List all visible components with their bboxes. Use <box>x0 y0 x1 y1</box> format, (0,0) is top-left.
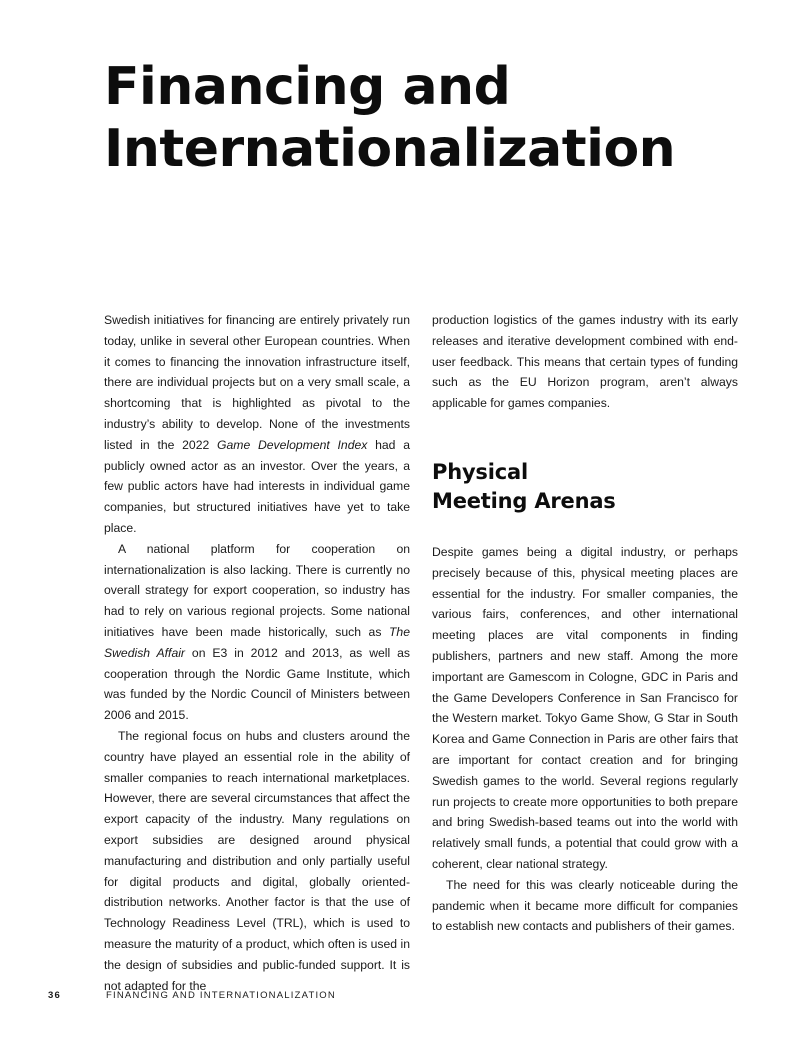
page-title <box>104 56 744 180</box>
paragraph-meeting-arenas: Despite games being a digital industry, or perhaps precisely because of this, physical meeting places are essential for the industry. For smaller companies, the various fairs, conferences, and other international meeting places are vital components in finding publishers, partners and new staff. Among the more important are Gamescom in Cologne, GDC in Paris and the Game Developers Conference in San Francisco for the Western market. Tokyo Game Show, G Star in South Korea and Game Connection in Paris are other fairs that are important for contact creation and for bringing Swedish games to the world. Several regions regularly run projects to create more opportunities to both prepare and bring Swedish-based teams out into the world with relatively small funds, a potential that could grow with a coherent, clear national strategy. <box>432 544 738 871</box>
paragraph-text: Swedish initiatives for financing are entirely privately run today, unlike in several other European countries. When it comes to financing the innovation infrastructure itself, there are individual projects but on a very small scale, a shortcoming that is highlighted as pivotal to the industry’s ability to develop. None of the investments listed in the 2022 <box>104 313 410 452</box>
page-title-line-2: Internationalization <box>104 119 676 179</box>
left-column <box>104 310 410 996</box>
running-head: FINANCING AND INTERNATIONALIZATION <box>106 990 336 1001</box>
publication-title: Game Development Index <box>217 437 368 452</box>
paragraph-text: had a publicly owned actor as an investor. Over the years, a few public actors have had interests in individual game companies, but structured initiatives have yet to take place. <box>104 437 410 535</box>
section-heading-line-1: Physical <box>432 459 528 484</box>
paragraph-regional-focus: The regional focus on hubs and clusters around the country have played an essential role in the ability of smaller companies to reach international marketplaces. However, there are several circumstances that affect the export capacity of the industry. Many regulations on export subsidies are designed around physical manufacturing and distribution and only partially useful for digital products and digital, globally oriented-distribution networks. Another factor is that the use of Technology Readiness Level (TRL), which is used to measure the maturity of a product, which often is used in the design of subsidies and public-funded support. It is not adapted for the <box>104 728 410 993</box>
section-heading <box>432 458 738 516</box>
paragraph-text: A national platform for cooperation on internationalization is also lacking. There is currently no overall strategy for export cooperation, so industry has had to rely on various regional projects. Some national initiatives have been made historically, such as <box>104 541 410 639</box>
page-title-line-1: Financing and <box>104 57 511 117</box>
page-number: 36 <box>48 990 61 1001</box>
paragraph-pandemic: The need for this was clearly noticeable during the pandemic when it became more difficult for companies to establish new contacts and publishers of their games. <box>432 877 738 934</box>
section-heading-line-2: Meeting Arenas <box>432 488 616 513</box>
paragraph-financing <box>104 310 410 539</box>
paragraph-national-platform <box>104 539 410 726</box>
initiative-title: The Swedish Affair <box>104 624 410 660</box>
paragraph-production-logistics: production logistics of the games industry with its early releases and iterative development combined with end-user feedback. This means that certain types of funding such as the EU Horizon program, aren’t always applicable for games companies. <box>432 313 738 411</box>
paragraph-text: on E3 in 2012 and 2013, as well as cooperation through the Nordic Game Institute, which was funded by the Nordic Council of Ministers between 2006 and 2015. <box>104 645 411 723</box>
page-footer <box>48 990 752 1004</box>
right-column <box>432 310 738 937</box>
